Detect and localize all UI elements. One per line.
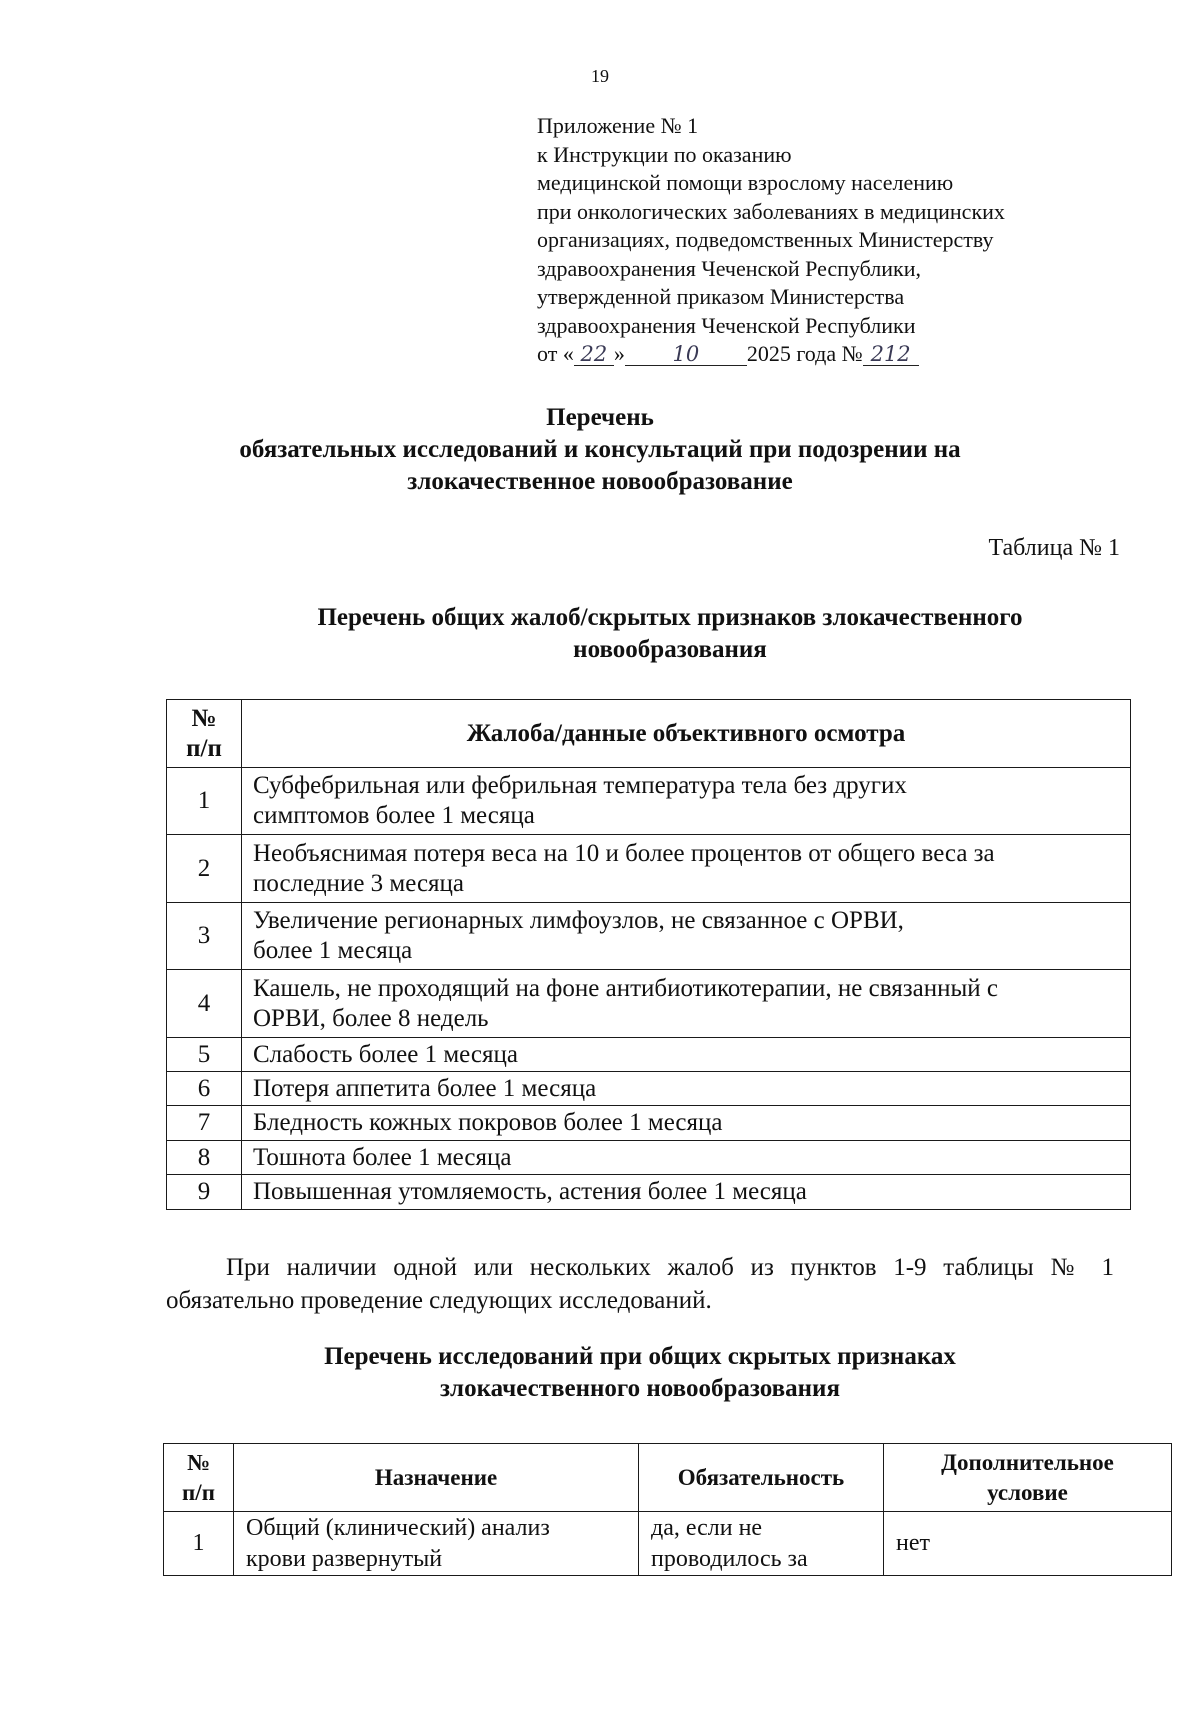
handwritten-day: 22 [574, 343, 614, 366]
table2-title-line: Перечень исследований при общих скрытых признаках [324, 1343, 956, 1370]
complaints-table [166, 699, 1131, 1210]
table1-title-line: новообразования [573, 636, 767, 663]
row-assignment [234, 1512, 639, 1576]
handwritten-month: 10 [625, 343, 747, 366]
complaint-line: последние 3 месяца [253, 869, 465, 897]
table-header-row [164, 1444, 1172, 1512]
body-paragraph: При наличии одной или нескольких жалоб из пунктов 1-9 таблицы № 1 обязательно проведение следующих исследований. [166, 1254, 1114, 1314]
complaint-line: Кашель, не проходящий на фоне антибиотикотерапии, не связанный с [253, 974, 998, 1002]
complaint-line: более 1 месяца [253, 937, 413, 964]
document-title [0, 402, 1200, 498]
table1-title-line: Перечень общих жалоб/скрытых признаков злокачественного [317, 604, 1023, 631]
complaint-line: ОРВИ, более 8 недель [253, 1004, 489, 1032]
row-number: 1 [164, 1512, 234, 1576]
header-num-abbr: п/п [182, 1479, 215, 1505]
title-line: злокачественное новообразование [407, 468, 793, 495]
obligation-line: да, если не [651, 1514, 763, 1541]
date-day-close: » [613, 341, 625, 366]
row-complaint [242, 768, 1131, 835]
row-number: 5 [167, 1038, 242, 1072]
order-date-line [537, 340, 1097, 369]
table-row [167, 1141, 1131, 1175]
row-condition: нет [884, 1512, 1172, 1576]
appendix-header [537, 112, 1097, 369]
row-number: 8 [167, 1141, 242, 1175]
appendix-line: медицинской помощи взрослому населению [537, 170, 954, 195]
complaint-line: Субфебрильная или фебрильная температура тела без других [253, 772, 907, 799]
row-number: 2 [167, 835, 242, 903]
title-line: обязательных исследований и консультаций при подозрении на [239, 436, 961, 463]
table2-title [200, 1341, 1080, 1405]
table-row [167, 835, 1131, 903]
examinations-table [163, 1443, 1172, 1576]
appendix-line: при онкологических заболеваниях в медицинских [537, 198, 1005, 224]
appendix-line: Приложение № 1 [537, 113, 699, 138]
header-condition [884, 1444, 1172, 1512]
header-num-symbol: № [191, 704, 217, 732]
appendix-line: к Инструкции по оказанию [537, 141, 792, 167]
row-number: 1 [167, 768, 242, 835]
row-complaint [242, 835, 1131, 903]
table-row [167, 768, 1131, 835]
header-complaint: Жалоба/данные объективного осмотра [242, 700, 1131, 768]
table2-title-line: злокачественного новообразования [440, 1375, 840, 1402]
complaint-line: Увеличение регионарных лимфоузлов, не связанное с ОРВИ, [253, 907, 904, 934]
obligation-line: проводилось за [651, 1545, 808, 1572]
header-num-symbol: № [186, 1449, 211, 1475]
table-row [164, 1512, 1172, 1576]
complaint-line: симптомов более 1 месяца [253, 802, 535, 829]
header-condition-line: Дополнительное [941, 1449, 1114, 1475]
appendix-line: здравоохранения Чеченской Республики [537, 312, 916, 338]
table-row [167, 1175, 1131, 1210]
date-prefix: от « [537, 341, 574, 366]
appendix-line: здравоохранения Чеченской Республики, [537, 255, 922, 281]
appendix-line: утвержденной приказом Министерства [537, 284, 905, 309]
header-num [167, 700, 242, 768]
header-obligation: Обязательность [639, 1444, 884, 1512]
row-complaint [242, 970, 1131, 1038]
appendix-line: организациях, подведомственных Министерству [537, 227, 994, 252]
table-row [167, 970, 1131, 1038]
assignment-line: Общий (клинический) анализ [246, 1514, 550, 1541]
row-complaint: Слабость более 1 месяца [242, 1038, 1131, 1072]
header-num [164, 1444, 234, 1512]
table-number-label: Таблица № 1 [988, 535, 1120, 561]
row-obligation [639, 1512, 884, 1576]
page-number: 19 [591, 66, 609, 86]
row-number: 3 [167, 903, 242, 970]
table-row [167, 1072, 1131, 1106]
table-row [167, 1038, 1131, 1072]
assignment-line: крови развернутый [246, 1545, 443, 1572]
header-assignment: Назначение [234, 1444, 639, 1512]
row-complaint: Тошнота более 1 месяца [242, 1141, 1131, 1175]
table-header-row [167, 700, 1131, 768]
header-condition-line: условие [987, 1479, 1068, 1505]
title-line: Перечень [546, 404, 654, 431]
table-row [167, 1106, 1131, 1141]
row-complaint: Повышенная утомляемость, астения более 1 месяца [242, 1175, 1131, 1210]
table1-title [170, 602, 1170, 666]
order-year-text: 2025 года № [746, 341, 863, 366]
row-complaint: Потеря аппетита более 1 месяца [242, 1072, 1131, 1106]
row-complaint [242, 903, 1131, 970]
header-num-abbr: п/п [186, 734, 222, 762]
row-number: 9 [167, 1175, 242, 1210]
row-number: 7 [167, 1106, 242, 1141]
row-complaint: Бледность кожных покровов более 1 месяца [242, 1106, 1131, 1141]
complaint-line: Необъяснимая потеря веса на 10 и более процентов от общего веса за [253, 839, 995, 867]
row-number: 6 [167, 1072, 242, 1106]
row-number: 4 [167, 970, 242, 1038]
handwritten-order-number: 212 [863, 343, 919, 366]
table-row [167, 903, 1131, 970]
